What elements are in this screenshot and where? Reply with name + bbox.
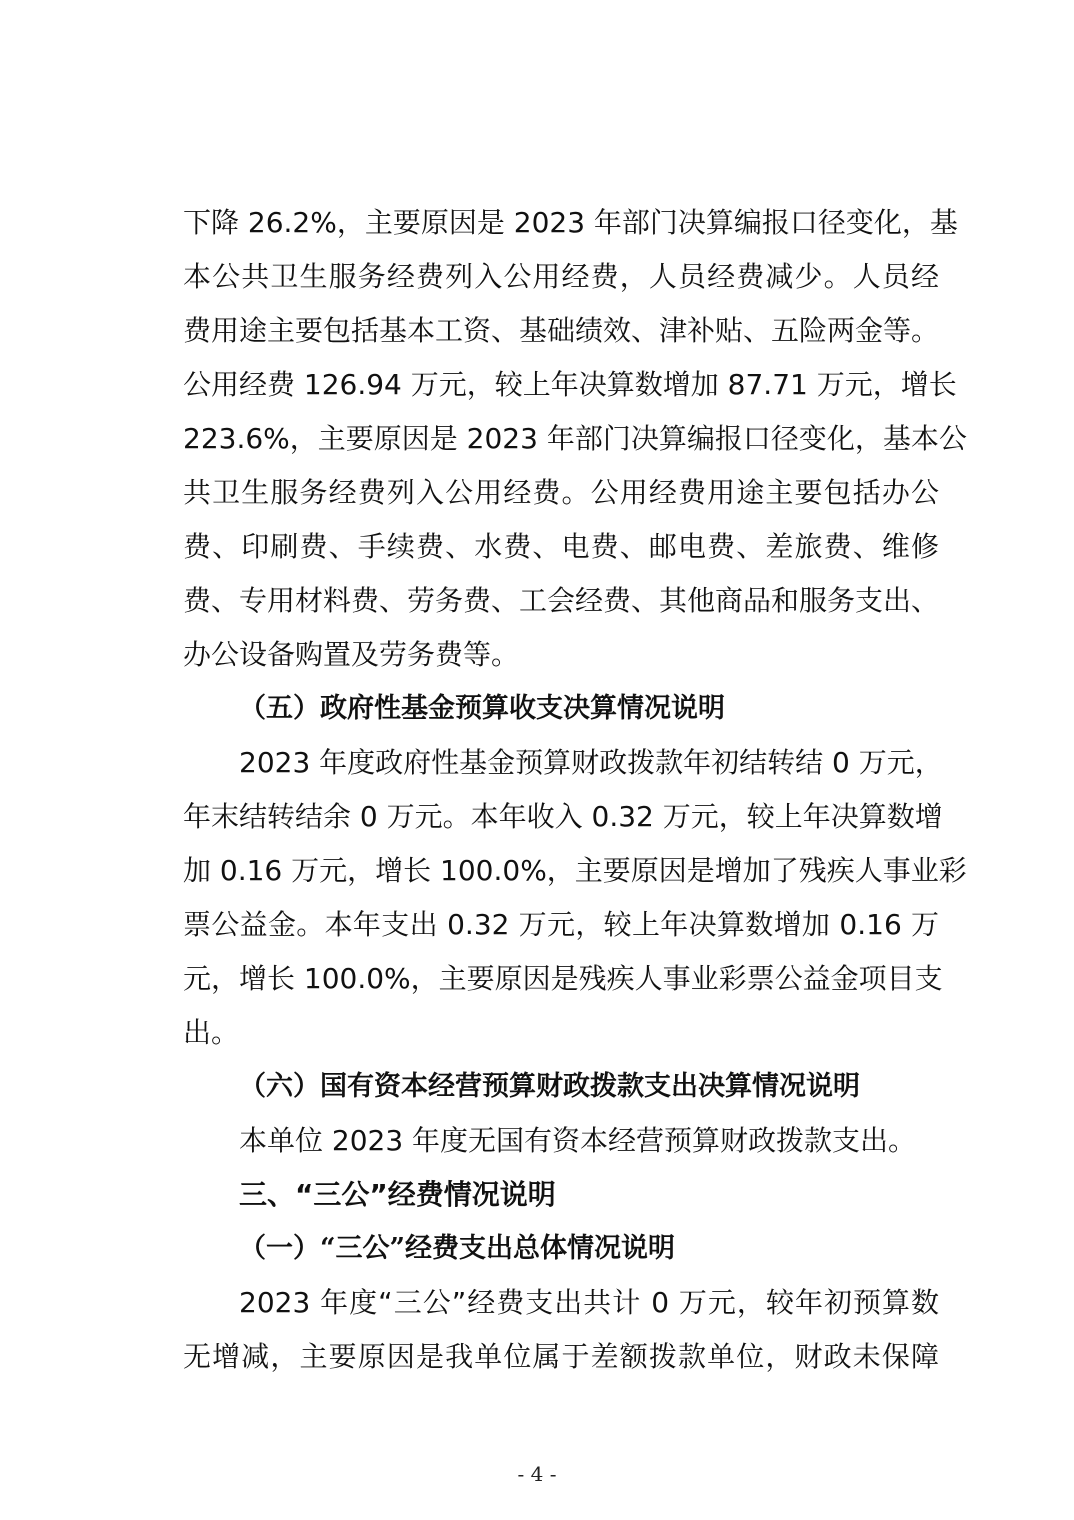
paragraph-line: 费用途主要包括基本工资、基础绩效、津补贴、五险两金等。	[183, 314, 940, 347]
sub-heading-government-fund: （五）政府性基金预算收支决算情况说明	[239, 693, 725, 724]
paragraph-line: 下降 26.2%，主要原因是 2023 年部门决算编报口径变化，基	[183, 206, 958, 239]
paragraph-line: 无增减，主要原因是我单位属于差额拨款单位，财政未保障	[183, 1340, 939, 1373]
paragraph-line: 元，增长 100.0%，主要原因是残疾人事业彩票公益金项目支	[183, 962, 943, 995]
paragraph-line: 公用经费 126.94 万元，较上年决算数增加 87.71 万元，增长	[183, 368, 957, 401]
paragraph-line: 办公设备购置及劳务费等。	[183, 638, 520, 671]
paragraph-line: 共卫生服务经费列入公用经费。公用经费用途主要包括办公	[183, 476, 939, 509]
body-text	[183, 196, 967, 1384]
paragraph-line: 223.6%，主要原因是 2023 年部门决算编报口径变化，基本公	[183, 422, 967, 455]
paragraph-line: 加 0.16 万元，增长 100.0%，主要原因是增加了残疾人事业彩	[183, 854, 967, 887]
paragraph-line: 2023 年度“三公”经费支出共计 0 万元，较年初预算数	[239, 1286, 939, 1319]
page-number: - 4 -	[517, 1462, 557, 1486]
paragraph-line: 费、专用材料费、劳务费、工会经费、其他商品和服务支出、	[183, 584, 940, 617]
paragraph-line: 2023 年度政府性基金预算财政拨款年初结转结 0 万元，	[239, 746, 943, 779]
sub-heading-three-public-overall: （一）“三公”经费支出总体情况说明	[239, 1233, 676, 1264]
paragraph-line: 本单位 2023 年度无国有资本经营预算财政拨款支出。	[239, 1124, 917, 1157]
paragraph-line: 出。	[183, 1016, 240, 1049]
paragraph-line: 年末结转结余 0 万元。本年收入 0.32 万元，较上年决算数增	[183, 800, 943, 833]
paragraph-line: 本公共卫生服务经费列入公用经费，人员经费减少。人员经	[183, 260, 939, 293]
sub-heading-state-capital: （六）国有资本经营预算财政拨款支出决算情况说明	[239, 1071, 860, 1102]
section-heading-three-public: 三、“三公”经费情况说明	[239, 1178, 556, 1211]
paragraph-line: 费、印刷费、手续费、水费、电费、邮电费、差旅费、维修	[183, 530, 939, 563]
paragraph-line: 票公益金。本年支出 0.32 万元，较上年决算数增加 0.16 万	[183, 908, 939, 941]
